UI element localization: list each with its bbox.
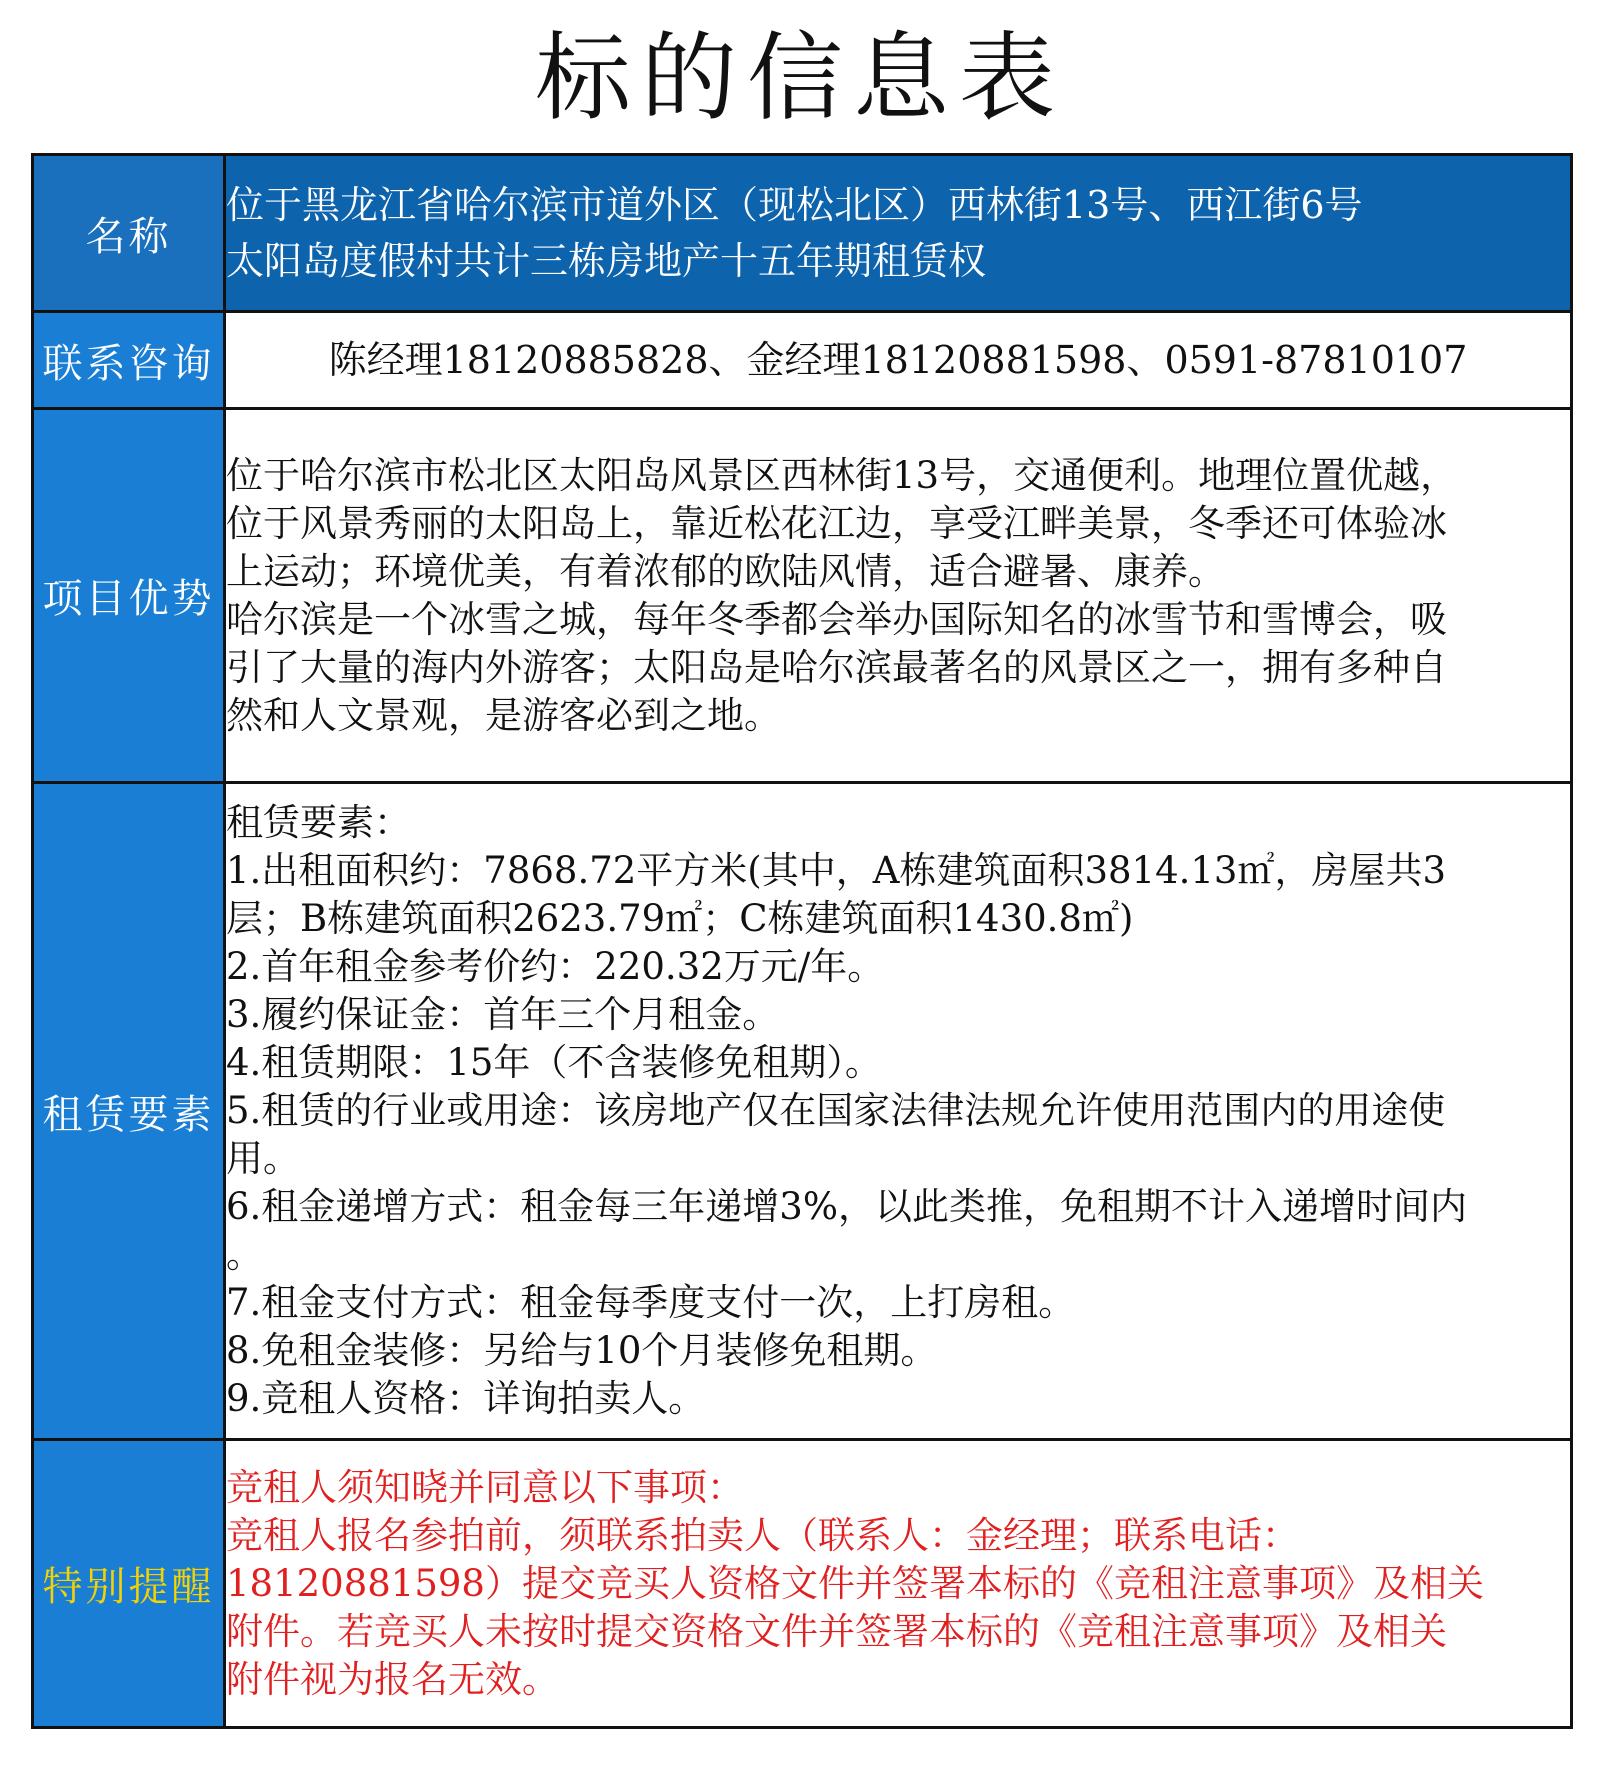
advantage-line: 上运动；环境优美，有着浓郁的欧陆风情，适合避暑、康养。	[226, 549, 1225, 593]
row-notice	[33, 1440, 1572, 1728]
label-lease: 租赁要素	[33, 783, 225, 1440]
row-lease	[33, 783, 1572, 1440]
row-advantage	[33, 409, 1572, 783]
advantage-line: 位于风景秀丽的太阳岛上，靠近松花江边，享受江畔美景，冬季还可体验冰	[226, 501, 1447, 545]
lease-line: 5.租赁的行业或用途：该房地产仅在国家法律法规允许使用范围内的用途使	[226, 1089, 1446, 1132]
label-notice: 特别提醒	[33, 1440, 225, 1728]
value-notice	[225, 1440, 1572, 1728]
lease-line: 7.租金支付方式：租金每季度支付一次，上打房租。	[226, 1281, 1076, 1324]
value-advantage	[225, 409, 1572, 783]
notice-line: 竞租人须知晓并同意以下事项：	[226, 1465, 744, 1509]
advantage-line: 然和人文景观，是游客必到之地。	[226, 693, 781, 737]
lease-line: 8.免租金装修：另给与10个月装修免租期。	[226, 1329, 938, 1372]
lease-line: 租赁要素：	[226, 801, 411, 844]
name-line: 太阳岛度假村共计三栋房地产十五年期租赁权	[226, 239, 987, 283]
lease-line: 3.履约保证金：首年三个月租金。	[226, 993, 780, 1036]
row-name	[33, 155, 1572, 312]
lease-line: 6.租金递增方式：租金每三年递增3%，以此类推，免租期不计入递增时间内	[226, 1185, 1467, 1228]
lease-line: 1.出租面积约：7868.72平方米(其中，A栋建筑面积3814.13㎡，房屋共3	[226, 849, 1447, 892]
value-lease	[225, 783, 1572, 1440]
info-table	[31, 153, 1573, 1729]
notice-line: 18120881598）提交竞买人资格文件并签署本标的《竞租注意事项》及相关	[226, 1561, 1484, 1605]
row-contact	[33, 312, 1572, 409]
label-advantage: 项目优势	[33, 409, 225, 783]
notice-line: 竞租人报名参拍前，须联系拍卖人（联系人：金经理；联系电话：	[226, 1513, 1299, 1557]
notice-line: 附件视为报名无效。	[226, 1657, 559, 1701]
value-contact: 陈经理18120885828、金经理18120881598、0591-87810107	[225, 312, 1572, 409]
label-contact: 联系咨询	[33, 312, 225, 409]
value-name	[225, 155, 1572, 312]
advantage-line: 引了大量的海内外游客；太阳岛是哈尔滨最著名的风景区之一，拥有多种自	[226, 645, 1447, 689]
lease-line: 层；B栋建筑面积2623.79㎡；C栋建筑面积1430.8㎡)	[226, 897, 1134, 940]
lease-line: 4.租赁期限：15年（不含装修免租期）。	[226, 1041, 882, 1084]
advantage-line: 位于哈尔滨市松北区太阳岛风景区西林街13号，交通便利。地理位置优越，	[226, 453, 1458, 497]
advantage-line: 哈尔滨是一个冰雪之城，每年冬季都会举办国际知名的冰雪节和雪博会，吸	[226, 597, 1447, 641]
notice-line: 附件。若竞买人未按时提交资格文件并签署本标的《竞租注意事项》及相关	[226, 1609, 1447, 1653]
lease-line: 9.竞租人资格：详询拍卖人。	[226, 1377, 706, 1420]
name-line: 位于黑龙江省哈尔滨市道外区（现松北区）西林街13号、西江街6号	[226, 183, 1363, 227]
lease-line: 用。	[226, 1137, 300, 1180]
label-name: 名称	[33, 155, 225, 312]
lease-line: 。	[226, 1233, 263, 1276]
page-title: 标的信息表	[535, 22, 1065, 134]
lease-line: 2.首年租金参考价约：220.32万元/年。	[226, 945, 885, 988]
